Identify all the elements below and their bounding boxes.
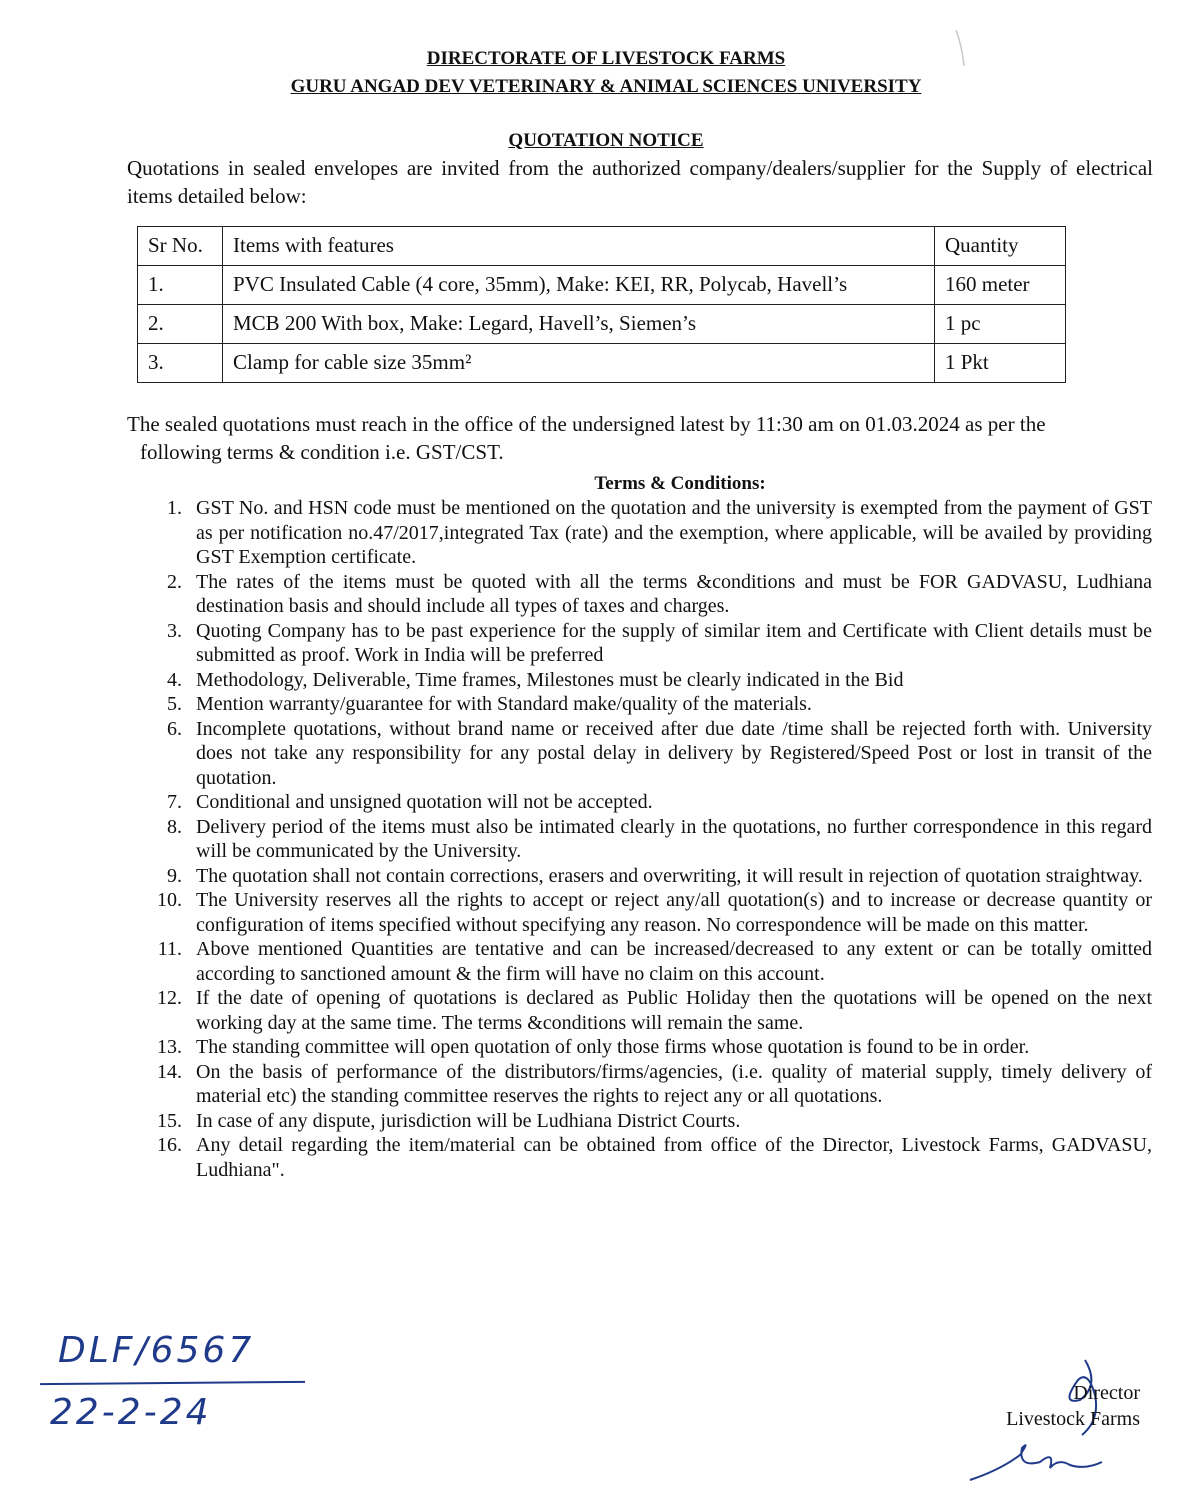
term-number: 2. — [167, 570, 182, 593]
term-text: Methodology, Deliverable, Time frames, Milestones must be clearly indicated in the Bid — [196, 668, 904, 691]
deadline-line: The sealed quotations must reach in the office of the undersigned latest by 11:30 am on 01.03.2024 as per the — [127, 412, 1046, 436]
terms-list — [150, 496, 1152, 1182]
intro-paragraph: Quotations in sealed envelopes are invited from the authorized company/dealers/supplier for the Supply of electrical items detailed below: — [127, 156, 1153, 208]
handwritten-date: 22-2-24 — [50, 1392, 212, 1433]
term-item — [150, 1109, 1152, 1134]
handwritten-reference — [30, 1330, 310, 1450]
table-cell: 1 pc — [935, 305, 1066, 344]
signatory-department: Livestock Farms — [1006, 1408, 1140, 1430]
term-text: Any detail regarding the item/material can be obtained from office of the Director, Livestock Farms, GADVASU, Ludhiana". — [196, 1134, 1152, 1181]
term-text: The standing committee will open quotation of only those firms whose quotation is found to be in order. — [196, 1036, 1030, 1058]
term-text: Quoting Company has to be past experience for the supply of similar item and Certificate with Client details must be submitted as proof. Work in India will be preferred — [196, 619, 1152, 666]
table-row — [138, 344, 1066, 383]
signature-block — [1006, 1380, 1140, 1432]
table-cell: 1 Pkt — [935, 344, 1066, 383]
term-number: 10. — [157, 889, 182, 911]
term-number: 3. — [167, 619, 182, 642]
table-cell: Clamp for cable size 35mm² — [223, 344, 935, 383]
term-item — [150, 790, 1152, 815]
term-item — [150, 937, 1152, 986]
term-number: 13. — [157, 1036, 182, 1058]
term-number: 7. — [167, 791, 182, 813]
deadline-line: following terms & condition i.e. GST/CST. — [140, 440, 504, 464]
term-item — [150, 717, 1152, 791]
term-item — [150, 496, 1152, 570]
term-number: 6. — [167, 717, 182, 740]
term-text: The rates of the items must be quoted with all the terms &conditions and must be FOR GADVASU, Ludhiana destination basis and should include all types of taxes and charges. — [196, 570, 1152, 617]
term-number: 14. — [157, 1060, 182, 1083]
term-item — [150, 1060, 1152, 1109]
term-number: 9. — [167, 864, 182, 887]
term-item — [150, 1133, 1152, 1182]
term-text: In case of any dispute, jurisdiction will be Ludhiana District Courts. — [196, 1109, 741, 1132]
directorate-heading: DIRECTORATE OF LIVESTOCK FARMS — [426, 48, 786, 69]
table-row — [138, 305, 1066, 344]
table-cell: PVC Insulated Cable (4 core, 35mm), Make: KEI, RR, Polycab, Havell’s — [223, 266, 935, 305]
term-item — [150, 864, 1152, 889]
handwritten-ref-number: DLF/6567 — [58, 1330, 255, 1371]
table-cell: 2. — [138, 305, 223, 344]
term-text: Above mentioned Quantities are tentative and can be increased/decreased to any extent or can be totally omitted according to sanctioned amount & the firm will have no claim on this account. — [196, 938, 1152, 985]
term-item — [150, 619, 1152, 668]
notice-title: QUOTATION NOTICE — [508, 130, 704, 151]
term-item — [150, 986, 1152, 1035]
term-item — [150, 815, 1152, 864]
term-item — [150, 888, 1152, 937]
table-cell: 1. — [138, 266, 223, 305]
term-number: 4. — [167, 668, 182, 691]
term-text: On the basis of performance of the distributors/firms/agencies, (i.e. quality of material supply, timely delivery of material etc) the standing committee reserves the rights to reject any or all quotations. — [196, 1060, 1152, 1107]
term-text: The University reserves all the rights to accept or reject any/all quotation(s) and to increase or decrease quantity or configuration of items specified without specifying any reason. No correspondence will be made on this matter. — [196, 889, 1152, 936]
signatory-title: Director — [1073, 1382, 1140, 1404]
table-cell: MCB 200 With box, Make: Legard, Havell’s, Siemen’s — [223, 305, 935, 344]
table-header-cell: Items with features — [223, 227, 935, 266]
handwritten-underline — [40, 1381, 305, 1385]
table-header-cell: Quantity — [935, 227, 1066, 266]
term-text: Mention warranty/guarantee for with Standard make/quality of the materials. — [196, 693, 812, 715]
term-text: GST No. and HSN code must be mentioned on the quotation and the university is exempted from the payment of GST as per notification no.47/2017,integrated Tax (rate) and the exemption, where applicable, will be availed by providing GST Exemption certificate. — [196, 497, 1152, 568]
term-text: Delivery period of the items must also be intimated clearly in the quotations, no further correspondence in this regard will be communicated by the University. — [196, 815, 1152, 862]
term-item — [150, 692, 1152, 717]
term-number: 16. — [157, 1134, 182, 1156]
deadline-paragraph — [127, 410, 1137, 466]
term-item — [150, 1035, 1152, 1060]
table-header-cell: Sr No. — [138, 227, 223, 266]
term-number: 12. — [157, 987, 182, 1009]
table-row — [138, 266, 1066, 305]
term-item — [150, 570, 1152, 619]
term-text: Conditional and unsigned quotation will not be accepted. — [196, 791, 653, 813]
term-number: 5. — [167, 693, 182, 715]
term-text: The quotation shall not contain corrections, erasers and overwriting, it will result in rejection of quotation straightway. — [196, 864, 1143, 887]
term-number: 1. — [167, 497, 182, 519]
items-table — [137, 226, 1066, 383]
university-heading: GURU ANGAD DEV VETERINARY & ANIMAL SCIENCES UNIVERSITY — [290, 76, 922, 97]
term-number: 8. — [167, 815, 182, 838]
term-text: Incomplete quotations, without brand name or received after due date /time shall be rejected forth with. University does not take any responsibility for any postal delay in delivery by Registered/Speed Post or lost in transit of the quotation. — [196, 717, 1152, 789]
table-cell: 3. — [138, 344, 223, 383]
term-text: If the date of opening of quotations is declared as Public Holiday then the quotations will be opened on the next working day at the same time. The terms &conditions will remain the same. — [196, 987, 1152, 1034]
term-number: 15. — [157, 1109, 182, 1132]
term-item — [150, 668, 1152, 693]
table-cell: 160 meter — [935, 266, 1066, 305]
scan-artifact-mark — [952, 28, 966, 68]
table-header-row — [138, 227, 1066, 266]
terms-heading: Terms & Conditions: — [594, 473, 766, 494]
term-number: 11. — [157, 938, 182, 960]
